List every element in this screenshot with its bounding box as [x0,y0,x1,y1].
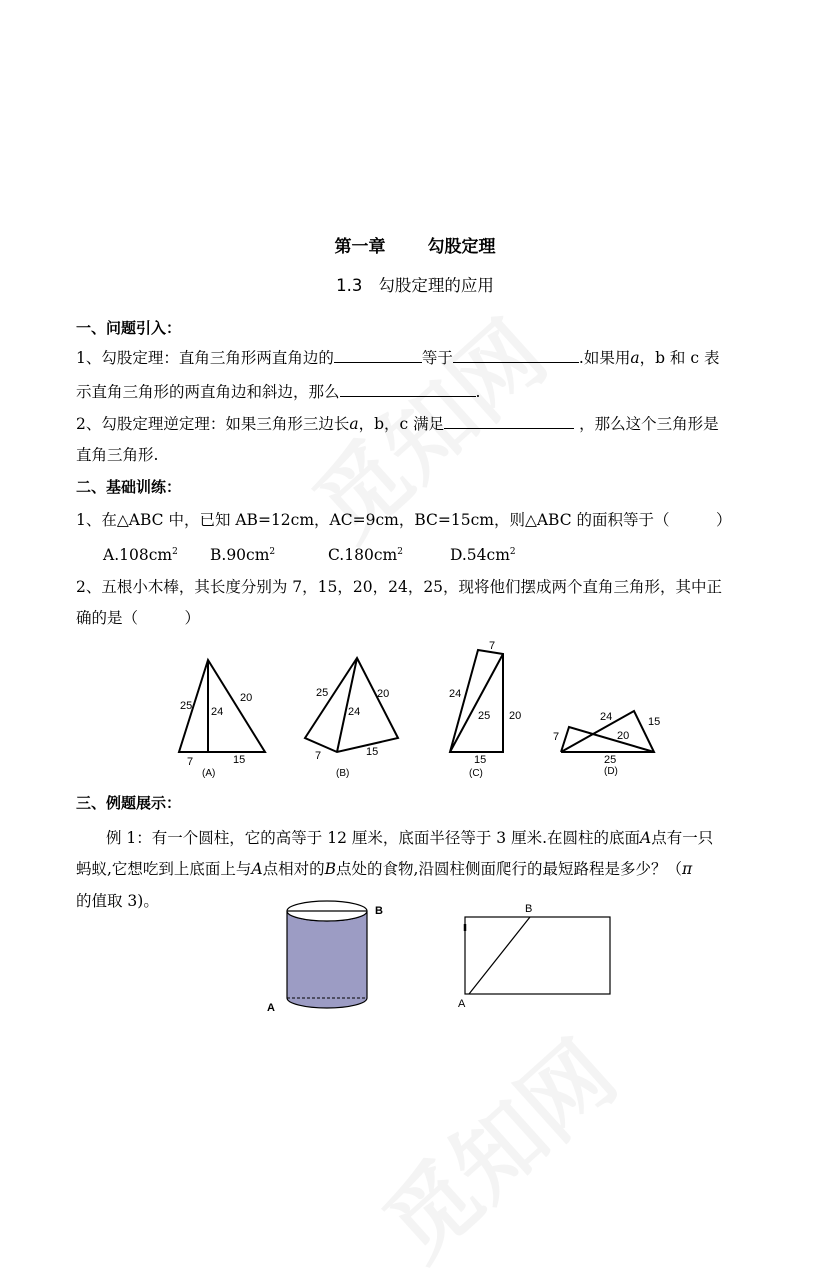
figure-d-caption: (D) [604,766,618,777]
lesson-title [0,272,830,296]
figure-b-label-20: 20 [377,688,390,700]
figure-a-label-15: 15 [233,754,246,766]
figure-c-shape [450,650,503,752]
s2-q2-line2: 确的是（ ） [76,609,201,627]
example1-line2: 蚂蚁,它想吃到上底面上与A点相对的B点处的食物,沿圆柱侧面爬行的最短路程是多少？（π [76,860,693,878]
figure-b-label-25: 25 [316,687,329,699]
figure-c[interactable] [449,640,521,779]
figure-c-label-24: 24 [449,688,462,700]
s2-q2-line1: 2、五根小木棒，其长度分别为 7，15，20，24，25，现将他们摆成两个直角三角形，其中正 [76,578,723,596]
figure-c-label-25: 25 [478,710,491,722]
figure-d[interactable] [553,711,660,777]
s2-q1-text: 1、在△ABC 中，已知 AB=12cm，AC=9cm，BC=15cm，则△ABC 的面积等于（ ） [76,511,732,529]
figure-c-caption: (C) [469,768,483,779]
figure-d-label-25: 25 [604,754,617,766]
unrolled-figure [450,895,620,1015]
figure-a-label-25: 25 [180,700,193,712]
unrolled-label-b: B [525,903,533,915]
figure-b[interactable] [305,658,398,779]
option-d[interactable]: $D.54cm^2$ [450,546,516,565]
chapter-number: 第一章 [334,237,386,257]
figure-a-label-20: 20 [240,692,253,704]
figure-a-caption: (A) [202,768,216,779]
example1-line3: 的值取 3)。 [76,892,159,910]
figure-b-label-15: 15 [366,746,379,758]
answer-blank[interactable] [334,347,422,363]
shortest-path-line [469,917,530,994]
cylinder-figure [255,890,405,1020]
figure-d-label-7: 7 [553,731,560,743]
figure-b-caption: (B) [336,768,350,779]
s1-q2-line2: 直角三角形. [76,446,159,464]
s1-q1-line1: 1、勾股定理：直角三角形两直角边的 等于 .如果用a，b 和 c 表 [76,349,720,367]
figure-a-label-24: 24 [211,706,224,718]
section3-heading: 三、例题展示： [76,794,182,812]
lesson-name: 勾股定理的应用 [378,276,494,295]
watermark [351,1006,639,1283]
option-c[interactable]: $C.180cm^2$ [328,546,403,565]
unrolled-rectangle [465,917,610,994]
chapter-name: 勾股定理 [427,237,496,257]
example1-line1: 例 1：有一个圆柱，它的高等于 12 厘米，底面半径等于 3 厘米.在圆柱的底面A点有一只 [106,829,714,847]
cylinder-label-a: A [267,1002,275,1014]
section1-heading: 一、问题引入： [76,319,182,337]
figure-b-label-24: 24 [348,706,361,718]
cylinder-body [287,911,367,1008]
figure-b-label-7: 7 [315,750,322,762]
figure-d-label-24: 24 [600,711,613,723]
s2-q1-options [103,542,516,565]
unrolled-label-a: A [458,998,466,1010]
answer-blank[interactable] [340,381,476,397]
option-a[interactable]: $A.108cm^2$ [103,546,178,565]
option-b[interactable]: $B.90cm^2$ [210,546,276,565]
chapter-title [0,232,830,257]
answer-blank[interactable] [453,347,579,363]
figure-a-label-7: 7 [187,756,194,768]
triangle-figures [0,630,830,790]
cylinder-label-b: B [375,905,383,917]
s1-q2-line1: 2、勾股定理逆定理：如果三角形三边长a，b，c 满足 ，那么这个三角形是 [76,415,719,433]
lesson-number: 1.3 [336,276,363,295]
section2-heading: 二、基础训练： [76,478,182,496]
figure-c-label-20: 20 [509,710,522,722]
figure-c-label-15: 15 [474,754,487,766]
figure-b-shape [305,658,398,752]
figure-a[interactable] [179,660,265,779]
figure-c-label-7: 7 [489,640,496,652]
figure-d-label-15: 15 [648,716,661,728]
answer-blank[interactable] [444,413,574,429]
figure-d-label-20: 20 [617,730,630,742]
s1-q1-line2: 示直角三角形的两直角边和斜边，那么 . [76,383,481,401]
